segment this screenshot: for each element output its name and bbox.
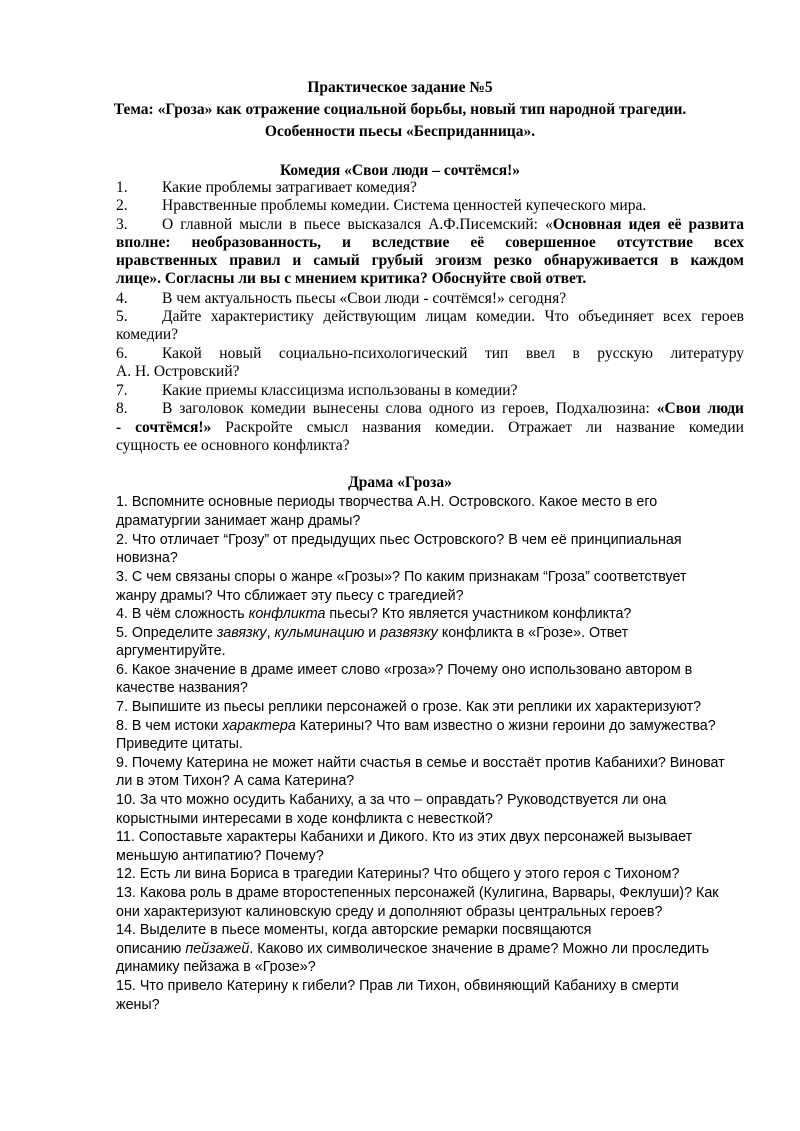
question-text: Какие проблемы затрагивает комедия? [162,179,417,196]
question-term: развязку [380,625,438,641]
question-quote: - сочтёмся!» [116,419,212,436]
question-text: описанию [116,941,186,957]
comedy-question-5-line-1 [116,308,744,326]
question-number: 8. [116,400,128,417]
drama-question-5-line-1 [116,624,746,642]
question-term: завязку [216,625,267,641]
comedy-question-2 [116,197,744,215]
question-number: 1. [116,179,128,196]
drama-question-6-line-2: качестве названия? [116,680,248,696]
drama-question-11-line-2: меньшую антипатию? Почему? [116,848,324,864]
comedy-question-3-line-1 [116,216,744,234]
drama-question-5-line-2: аргументируйте. [116,643,226,659]
question-text: 8. В чем истоки [116,718,223,734]
question-text: О главной мысли в пьесе высказался А.Ф.Писемский: « [162,216,553,233]
drama-question-14-line-2 [116,940,746,958]
question-quote: Основная идея её развита [552,216,744,233]
drama-question-13-line-2: они характеризуют калиновскую среду и дополняют образы центральных героев? [116,904,663,920]
question-text: Какой новый социально-психологический тип ввел в русскую литературу [162,345,744,362]
comedy-question-7 [116,382,744,400]
drama-question-8-line-1 [116,717,746,735]
question-term: характера [222,718,296,734]
question-text: Нравственные проблемы комедии. Система ценностей купеческого мира. [162,197,647,214]
comedy-question-8-line-3: сущность ее основного конфликта? [116,437,350,454]
section-heading-drama: Драма «Гроза» [348,474,452,491]
comedy-question-6-line-1 [116,345,744,363]
drama-question-1-line-1: 1. Вспомните основные периоды творчества А.Н. Островского. Какое место в его [116,494,658,510]
drama-question-10-line-2: корыстными интересами в ходе конфликта с невесткой? [116,811,493,827]
drama-question-6-line-1: 6. Какое значение в драме имеет слово «гроза»? Почему оно использовано автором в [116,662,693,678]
comedy-question-3-line-4 [116,270,744,288]
drama-question-10-line-1: 10. За что можно осудить Кабаниху, а за что – оправдать? Руководствуется ли она [116,792,667,808]
document-title: Практическое задание №5 [307,79,493,96]
question-text: и [364,625,381,641]
question-text: Раскройте смысл названия комедии. Отражает ли название комедии [211,419,744,436]
drama-question-9-line-2: ли в этом Тихон? А сама Катерина? [116,773,355,789]
drama-question-15-line-2: жены? [116,997,160,1013]
question-number: 2. [116,197,128,214]
question-quote: лице». Согласны ли вы с мнением критика? Обоснуйте свой ответ. [116,270,587,287]
question-number: 5. [116,308,128,325]
comedy-question-6-line-2: А. Н. Островский? [116,363,240,380]
question-quote: нравственных правил и самый грубый эгоизм резко обнаруживается в каждом [116,252,744,269]
question-text: конфликта в «Грозе». Ответ [437,625,629,641]
drama-question-7: 7. Выпишите из пьесы реплики персонажей о грозе. Как эти реплики их характеризуют? [116,699,702,715]
question-quote: «Свои люди [656,400,744,417]
comedy-question-4 [116,290,744,308]
drama-question-2-line-2: новизна? [116,550,178,566]
comedy-question-8-line-1 [116,400,744,418]
drama-question-3-line-1: 3. С чем связаны споры о жанре «Грозы»? По каким признакам “Гроза” соответствует [116,569,687,585]
section-heading-comedy: Комедия «Свои люди – сочтёмся!» [279,162,521,179]
question-text: . Каково их символическое значение в драме? Можно ли проследить [249,941,710,957]
drama-question-15-line-1: 15. Что привело Катерину к гибели? Прав ли Тихон, обвиняющий Кабаниху в смерти [116,978,679,994]
drama-question-1-line-2: драматургии занимает жанр драмы? [116,513,361,529]
question-text: , [266,625,275,641]
drama-question-14-line-1: 14. Выделите в пьесе моменты, когда авторские ремарки посвящаются [116,922,592,938]
comedy-question-1 [116,179,744,197]
drama-question-9-line-1: 9. Почему Катерина не может найти счастья в семье и восстаёт против Кабанихи? Виноват [116,755,725,771]
drama-question-12: 12. Есть ли вина Бориса в трагедии Катерины? Что общего у этого героя с Тихоном? [116,866,680,882]
theme-line-2: Особенности пьесы «Бесприданница». [264,123,536,140]
question-text: 4. В чём сложность [116,606,249,622]
drama-question-14-line-3: динамику пейзажа в «Грозе»? [116,959,316,975]
question-text: 5. Определите [116,625,217,641]
question-text: Катерины? Что вам известно о жизни героини до замужества? [295,718,716,734]
question-text: В чем актуальность пьесы «Свои люди - сочтёмся!» сегодня? [162,290,567,307]
question-term: конфликта [248,606,326,622]
comedy-question-5-line-2: комедии? [116,326,179,343]
question-text: Какие приемы классицизма использованы в комедии? [162,382,518,399]
question-number: 4. [116,290,128,307]
theme-line-1: Тема: «Гроза» как отражение социальной борьбы, новый тип народной трагедии. [113,101,687,118]
question-text: Дайте характеристику действующим лицам комедии. Что объединяет всех героев [162,308,744,325]
question-number: 7. [116,382,128,399]
question-quote: вполне: необразованность, и вследствие её совершенное отсутствие всех [116,234,744,251]
question-term: кульминацию [274,625,365,641]
comedy-question-3-line-2 [116,234,744,252]
drama-question-8-line-2: Приведите цитаты. [116,736,243,752]
drama-question-2-line-1: 2. Что отличает “Грозу” от предыдущих пьес Островского? В чем её принципиальная [116,532,682,548]
drama-question-11-line-1: 11. Сопоставьте характеры Кабанихи и Дикого. Кто из этих двух персонажей вызывает [116,829,693,845]
comedy-question-3-line-3 [116,252,744,270]
question-number: 6. [116,345,128,362]
drama-question-3-line-2: жанру драмы? Что сближает эту пьесу с трагедией? [116,588,464,604]
question-text: пьесы? Кто является участником конфликта? [325,606,632,622]
question-number: 3. [116,216,128,233]
comedy-question-8-line-2 [116,419,744,437]
question-term: пейзажей [185,941,250,957]
drama-question-13-line-1: 13. Какова роль в драме второстепенных персонажей (Кулигина, Варвары, Феклуши)? Как [116,885,719,901]
drama-question-4 [116,605,746,623]
question-text: В заголовок комедии вынесены слова одного из героев, Подхалюзина: [162,400,657,417]
